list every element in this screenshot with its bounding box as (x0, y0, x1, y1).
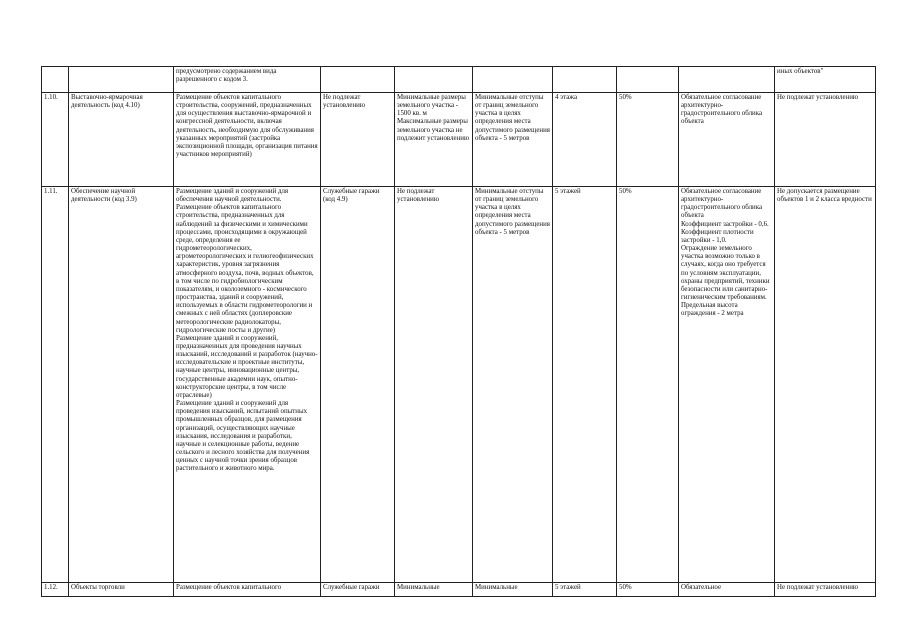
cell-use-description: Размещение объектов капитального (174, 583, 321, 597)
cell-use-description: предусмотрено содержанием вида разрешенного с кодом 3. (174, 67, 321, 93)
cell-other-parameters (679, 67, 775, 93)
table-row (42, 583, 876, 597)
cell-plot-size: Минимальные (395, 583, 473, 597)
cell-plot-size: Не подлежат установлению (395, 187, 473, 583)
cell-number: 1.12. (42, 583, 69, 597)
cell-setback: Минимальные отступы от границ земельного участка в целях определения места допустимого размещения объекта - 5 метров (473, 93, 553, 187)
cell-setback: Минимальные отступы от границ земельного участка в целях определения места допустимого размещения объекта - 5 метров (473, 187, 553, 583)
cell-other-parameters: Обязательное согласование архитектурно-градостроительного облика объекта Коэффициент застройки - 0,6. Коэффициент плотности застройки - 1,0. Ограждение земельного участка возможно только в случаях, когда оно требуется по условиям эксплуатации, охраны предприятий, техники безопасности или санитарно-гигиеническим требованиям. Предельная высота ограждения - 2 метра (679, 187, 775, 583)
cell-other-parameters: Обязательное (679, 583, 775, 597)
table-row (42, 187, 876, 583)
cell-restrictions: иных объектов" (775, 67, 876, 93)
cell-auxiliary-use: Служебные гаражи (321, 583, 395, 597)
cell-coverage (617, 67, 679, 93)
cell-plot-size: Минимальные размеры земельного участка - 1500 кв. м Максимальные размеры земельного участка не подлежит установлению (395, 93, 473, 187)
cell-coverage: 50% (617, 93, 679, 187)
cell-setback: Минимальные (473, 583, 553, 597)
cell-restrictions: Не подлежат установлению (775, 583, 876, 597)
cell-number (42, 67, 69, 93)
table-row (42, 93, 876, 187)
cell-use-name: Объекты торговли (69, 583, 174, 597)
cell-restrictions: Не допускается размещение объектов 1 и 2 класса вредности (775, 187, 876, 583)
cell-auxiliary-use (321, 67, 395, 93)
cell-auxiliary-use: Служебные гаражи (код 4.9) (321, 187, 395, 583)
cell-restrictions: Не подлежат установлению (775, 93, 876, 187)
cell-use-description: Размещение зданий и сооружений для обеспечения научной деятельности. Размещение объектов капитального строительства, предназначенных для наблюдений за физическими и химическими процессами, происходящими в окружающей среде, определения ее гидрометеорологических, агрометеорологических и гелиогеофизических характеристик, уровня загрязнения атмосферного воздуха, почв, водных объектов, в том числе по гидробиологическим показателям, и околоземного - космического пространства, зданий и сооружений, используемых в области гидрометеорологии и смежных с ней областях (доплеровские метеорологические радиолокаторы, гидрологические посты и другие) Размещение зданий и сооружений, предназначенных для проведения научных изысканий, исследований и разработок (научно-исследовательские и проектные институты, научные центры, инновационные центры, государственные академии наук, опытно-конструкторские центры, в том числе отраслевые) Размещение зданий и сооружений для проведения изысканий, испытаний опытных промышленных образцов, для размещения организаций, осуществляющих научные изыскания, исследования и разработки, научные и селекционные работы, ведение сельского и лесного хозяйства для получения ценных с научной точки зрения образцов растительного и животного мира. (174, 187, 321, 583)
cell-number: 1.11. (42, 187, 69, 583)
cell-coverage: 50% (617, 187, 679, 583)
cell-use-name: Обеспечение научной деятельности (код 3.9) (69, 187, 174, 583)
cell-floors (553, 67, 617, 93)
cell-other-parameters: Обязательное согласование архитектурно-градостроительного облика объекта (679, 93, 775, 187)
cell-use-name: Выставочно-ярмарочная деятельность (код 4.10) (69, 93, 174, 187)
cell-floors: 4 этажа (553, 93, 617, 187)
cell-use-name (69, 67, 174, 93)
cell-auxiliary-use: Не подлежат установлению (321, 93, 395, 187)
zoning-regulations-table (41, 66, 876, 597)
cell-floors: 5 этажей (553, 583, 617, 597)
cell-use-description: Размещение объектов капитального строительства, сооружений, предназначенных для осуществления выставочно-ярмарочной и конгрессной деятельности, включая деятельность, необходимую для обслуживания указанных мероприятий (застройка экспозиционной площади, организация питания участников мероприятий) (174, 93, 321, 187)
cell-floors: 5 этажей (553, 187, 617, 583)
cell-coverage: 50% (617, 583, 679, 597)
cell-plot-size (395, 67, 473, 93)
cell-number: 1.10. (42, 93, 69, 187)
table-row (42, 67, 876, 93)
cell-setback (473, 67, 553, 93)
